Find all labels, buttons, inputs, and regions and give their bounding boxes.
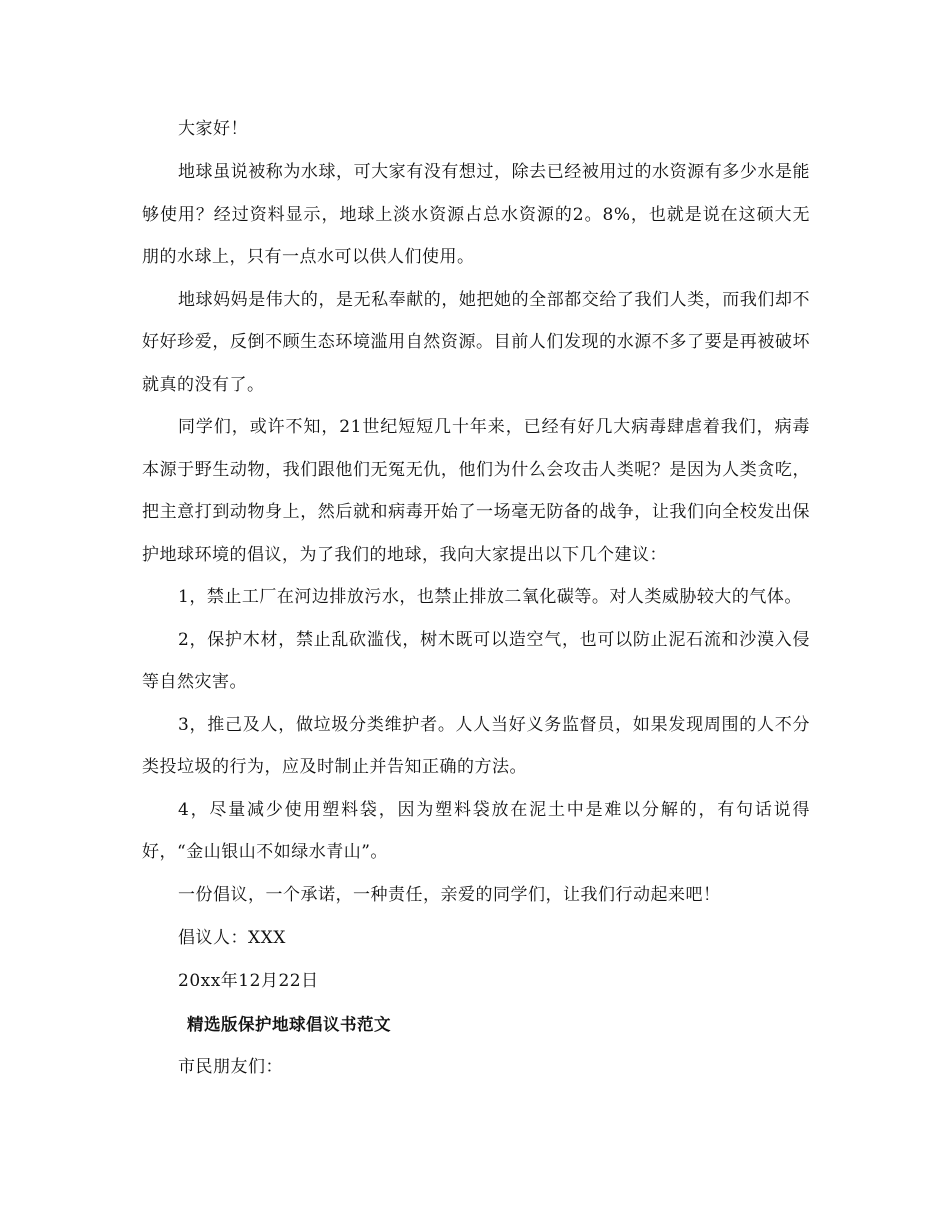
suggestion-3: 3，推己及人，做垃圾分类维护者。人人当好义务监督员，如果发现周围的人不分类投垃圾的行为，应及时制止并告知正确的方法。 xyxy=(142,714,810,777)
section-title: 精选版保护地球倡议书范文 xyxy=(187,1014,391,1034)
next-greeting: 市民朋友们： xyxy=(178,1056,283,1077)
paragraph-water: 地球虽说被称为水球，可大家有没有想过，除去已经被用过的水资源有多少水是能够使用？经过资料显示，地球上淡水资源占总水资源的2。8%，也就是说在这硕大无朋的水球上，只有一点水可以供人们使用。 xyxy=(142,162,810,267)
date-line: 20xx年12月22日 xyxy=(178,970,319,991)
paragraph-earth-mother: 地球妈妈是伟大的，是无私奉献的，她把她的全部都交给了我们人类，而我们却不好好珍爱，反倒不顾生态环境滥用自然资源。目前人们发现的水源不多了要是再被破坏就真的没有了。 xyxy=(142,289,810,395)
paragraph-virus: 同学们，或许不知，21世纪短短几十年来，已经有好几大病毒肆虐着我们，病毒本源于野生动物，我们跟他们无冤无仇，他们为什么会攻击人类呢？是因为人类贪吃，把主意打到动物身上，然后就和病毒开始了一场毫无防备的战争，让我们向全校发出保护地球环境的倡议，为了我们的地球，我向大家提出以下几个建议： xyxy=(142,417,810,565)
suggestion-1: 1，禁止工厂在河边排放污水，也禁止排放二氧化碳等。对人类威胁较大的气体。 xyxy=(178,587,802,607)
closing-line: 一份倡议，一个承诺，一种责任，亲爱的同学们，让我们行动起来吧！ xyxy=(178,884,721,905)
document-page xyxy=(142,108,810,1089)
suggestion-4: 4，尽量减少使用塑料袋，因为塑料袋放在泥土中是难以分解的，有句话说得好，“金山银山不如绿水青山”。 xyxy=(142,799,810,862)
suggestion-2: 2，保护木材，禁止乱砍滥伐，树木既可以造空气，也可以防止泥石流和沙漠入侵等自然灾害。 xyxy=(142,629,810,692)
signer-line: 倡议人：XXX xyxy=(178,927,286,948)
greeting: 大家好！ xyxy=(178,119,248,139)
